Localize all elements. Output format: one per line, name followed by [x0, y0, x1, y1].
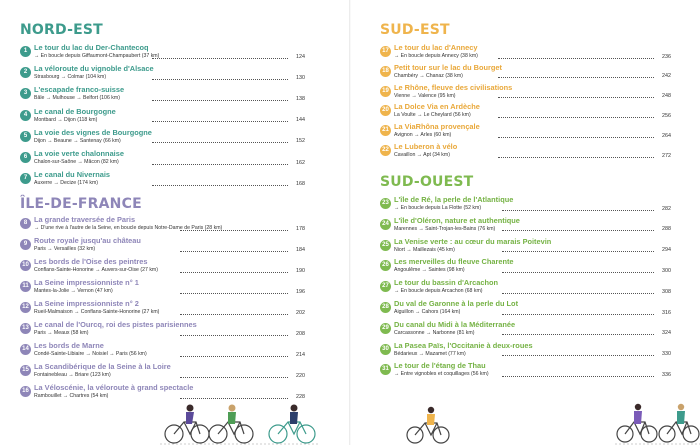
- route-title: Route royale jusqu'au château: [34, 236, 141, 245]
- bicycle-icon: [269, 422, 315, 443]
- route-number-badge: 21: [380, 125, 391, 136]
- cyclist-icon: [209, 422, 253, 443]
- page-number: 330: [662, 351, 671, 358]
- dot-leader: [502, 334, 654, 335]
- toc-entry[interactable]: [380, 341, 674, 361]
- route-number-badge: 27: [380, 281, 391, 292]
- dot-leader: [152, 164, 288, 165]
- route-title: L'escapade franco-suisse: [34, 85, 125, 95]
- toc-entry[interactable]: [20, 149, 308, 169]
- toc-entry[interactable]: [20, 64, 308, 84]
- route-description: Marennes → Saint-Trojan-les-Bains (76 km): [394, 225, 496, 232]
- route-description: Montbard → Dijon (118 km): [34, 116, 98, 123]
- route-description: Angoulême → Saintes (98 km): [394, 267, 465, 274]
- route-description: Dijon → Beaune → Santenay (66 km): [34, 137, 121, 144]
- toc-entry[interactable]: [20, 257, 308, 277]
- route-number-badge: 15: [20, 365, 31, 376]
- dot-leader: [152, 58, 288, 59]
- toc-entry[interactable]: [20, 341, 308, 361]
- toc-entry[interactable]: [380, 122, 674, 142]
- page-number: 228: [296, 393, 305, 400]
- cyclists-illustration-right: [615, 398, 700, 445]
- page-number: 282: [662, 205, 671, 212]
- route-number-badge: 31: [380, 364, 391, 375]
- page-number: 162: [296, 159, 305, 166]
- route-description: → En boucle depuis Annecy (38 km): [394, 53, 478, 59]
- cyclist-icon: [165, 422, 209, 443]
- route-description: Mantes-la-Jolie → Vernon (47 km): [34, 288, 113, 294]
- route-number-badge: 1: [20, 46, 31, 57]
- route-number-badge: 20: [380, 105, 391, 116]
- dot-leader: [180, 293, 288, 294]
- route-description: Chalon-sur-Saône → Mâcon (82 km): [34, 159, 119, 165]
- toc-entry[interactable]: [380, 257, 674, 277]
- toc-entry[interactable]: [380, 278, 674, 298]
- route-description: Cavaillon → Apt (34 km): [394, 152, 450, 158]
- route-title: Les merveilles du fleuve Charente: [394, 257, 514, 267]
- page-number: 294: [662, 247, 671, 254]
- page-number: 264: [662, 132, 671, 139]
- cyclist-icon: [659, 422, 699, 442]
- route-description: Bâle → Mulhouse → Belfort (106 km): [34, 95, 120, 102]
- route-title: Du val de Garonne à la perle du Lot: [394, 299, 519, 308]
- route-number-badge: 16: [20, 386, 31, 397]
- route-description: Auxerre → Decize (174 km): [34, 180, 98, 187]
- route-number-badge: 17: [380, 46, 391, 57]
- dot-leader: [180, 251, 288, 252]
- toc-entry[interactable]: [380, 320, 674, 340]
- page-number: 336: [662, 371, 671, 378]
- toc-entry[interactable]: [20, 107, 308, 127]
- route-number-badge: 29: [380, 323, 391, 334]
- route-title: Les bords de l'Oise des peintres: [34, 257, 148, 266]
- route-title: Le tour du lac du Der-Chantecoq: [34, 43, 149, 52]
- route-title: La Seine impressionniste n° 1: [34, 278, 139, 287]
- route-number-badge: 4: [20, 110, 31, 121]
- page-number: 130: [296, 74, 305, 81]
- route-title: La véloroute du vignoble d'Alsace: [34, 64, 154, 74]
- route-number-badge: 24: [380, 219, 391, 230]
- route-title: La voie verte chalonnaise: [34, 149, 124, 158]
- dot-leader: [502, 230, 654, 231]
- dot-leader: [180, 314, 288, 315]
- cyclist-illustration-center: [405, 405, 455, 445]
- route-title: L'île de Ré, la perle de l'Atlantique: [394, 195, 514, 204]
- route-description: Carcassonne → Narbonne (81 km): [394, 329, 475, 336]
- page-number: 152: [296, 138, 305, 145]
- section-title-sud-est: SUD-EST: [380, 22, 450, 38]
- route-number-badge: 6: [20, 152, 31, 163]
- page-number: 196: [296, 288, 305, 295]
- route-title: La Véloscénie, la véloroute à grand spectacle: [34, 383, 194, 392]
- route-title: Le Luberon à vélo: [394, 142, 458, 151]
- toc-entry[interactable]: [20, 320, 308, 340]
- route-number-badge: 18: [380, 66, 391, 77]
- route-description: Rambouillet → Chartres (54 km): [34, 393, 109, 399]
- right-page: [350, 0, 700, 445]
- toc-entry[interactable]: [380, 102, 674, 122]
- toc-entry[interactable]: [380, 361, 674, 381]
- route-number-badge: 28: [380, 302, 391, 313]
- page-number: 308: [662, 288, 671, 295]
- route-title: La Scandibérique de la Seine à la Loire: [34, 362, 171, 371]
- dot-leader: [152, 100, 288, 101]
- route-title: La Venise verte : au cœur du marais Poitevin: [394, 236, 552, 246]
- route-title: Le canal de Bourgogne: [34, 106, 116, 116]
- route-title: Le tour du bassin d'Arcachon: [394, 278, 499, 288]
- toc-entry[interactable]: [380, 83, 674, 103]
- dot-leader: [502, 293, 654, 294]
- route-number-badge: 14: [20, 344, 31, 355]
- dot-leader: [152, 185, 288, 186]
- toc-entry[interactable]: [20, 85, 308, 105]
- toc-entry[interactable]: [20, 43, 308, 63]
- dot-leader: [502, 314, 654, 315]
- toc-entry[interactable]: [380, 63, 674, 83]
- section-title-ile-de-france: ÎLE-DE-FRANCE: [20, 196, 142, 212]
- route-description: Chambéry → Chanaz (38 km): [394, 72, 463, 79]
- route-title: Le tour de l'étang de Thau: [394, 361, 486, 371]
- toc-entry[interactable]: [380, 299, 674, 319]
- route-number-badge: 9: [20, 239, 31, 250]
- bicycle-icon: [407, 423, 449, 443]
- route-description: Strasbourg → Colmar (104 km): [34, 74, 107, 81]
- route-title: La Pasea Païs, l'Occitanie à deux-roues: [394, 340, 533, 350]
- dot-leader: [498, 58, 654, 59]
- route-description: → Entre vignobles et coquillages (56 km): [394, 371, 489, 378]
- page-number: 300: [662, 267, 671, 274]
- route-number-badge: 3: [20, 88, 31, 99]
- page-number: 272: [662, 152, 671, 159]
- dot-leader: [180, 272, 288, 273]
- route-description: La Voulte → Le Cheylard (56 km): [394, 112, 471, 119]
- route-title: Le Rhône, fleuve des civilisations: [394, 82, 513, 92]
- toc-entry[interactable]: [380, 195, 674, 215]
- route-title: La Dolce Via en Ardèche: [394, 102, 480, 112]
- route-title: L'île d'Oléron, nature et authentique: [394, 215, 520, 225]
- route-number-badge: 7: [20, 173, 31, 184]
- route-title: La ViaRhôna provençale: [394, 122, 480, 132]
- page-number: 178: [296, 225, 305, 232]
- route-number-badge: 23: [380, 198, 391, 209]
- page-number: 236: [662, 53, 671, 60]
- route-description: Fontainebleau → Briare (123 km): [34, 372, 111, 378]
- route-number-badge: 10: [20, 260, 31, 271]
- route-description: → En boucle depuis Arcachon (68 km): [394, 288, 483, 295]
- page-number: 242: [662, 73, 671, 80]
- toc-entry[interactable]: [380, 216, 674, 236]
- route-description: Bédarieux → Mazamet (77 km): [394, 350, 466, 357]
- dot-leader: [152, 79, 288, 80]
- dot-leader: [502, 210, 654, 211]
- route-number-badge: 22: [380, 145, 391, 156]
- dot-leader: [498, 97, 654, 98]
- route-title: Le canal du Nivernais: [34, 170, 110, 180]
- toc-entry[interactable]: [20, 278, 308, 298]
- route-description: Aiguillon → Cahors (164 km): [394, 309, 461, 315]
- dot-leader: [498, 117, 654, 118]
- page-number: 256: [662, 112, 671, 119]
- dot-leader: [502, 251, 654, 252]
- route-title: La grande traversée de Paris: [34, 215, 136, 224]
- toc-entry[interactable]: [20, 236, 308, 256]
- section-title-nord-est: NORD-EST: [20, 22, 103, 38]
- route-title: Le tour du lac d'Annecy: [394, 43, 478, 52]
- route-description: Paris → Meaux (58 km): [34, 330, 89, 336]
- page-number: 190: [296, 267, 305, 274]
- dot-leader: [498, 77, 654, 78]
- route-number-badge: 2: [20, 67, 31, 78]
- route-description: Conflans-Sainte-Honorine → Auvers-sur-Oise (27 km): [34, 267, 158, 273]
- page-number: 184: [296, 246, 305, 253]
- route-description: → D'une rive à l'autre de la Seine, en boucle depuis Notre-Dame de Paris (28 km): [34, 225, 223, 231]
- page-number: 220: [296, 372, 305, 379]
- route-description: → En boucle depuis La Flotte (52 km): [394, 205, 482, 211]
- dot-leader: [502, 355, 654, 356]
- toc-entry[interactable]: [20, 299, 308, 319]
- route-number-badge: 12: [20, 302, 31, 313]
- route-title: La voie des vignes de Bourgogne: [34, 127, 152, 137]
- route-description: Avignon → Arles (60 km): [394, 132, 452, 139]
- page-number: 288: [662, 226, 671, 233]
- page-number: 248: [662, 93, 671, 100]
- route-description: Rueil-Malmaison → Conflans-Sainte-Honorine (27 km): [34, 309, 160, 315]
- route-number-badge: 11: [20, 281, 31, 292]
- dot-leader: [180, 398, 288, 399]
- page-number: 168: [296, 180, 305, 187]
- route-description: Paris → Versailles (32 km): [34, 246, 96, 252]
- route-description: Vienne → Valence (95 km): [394, 92, 456, 99]
- dot-leader: [152, 142, 288, 143]
- page-number: 202: [296, 309, 305, 316]
- route-number-badge: 13: [20, 323, 31, 334]
- route-title: Les bords de Marne: [34, 341, 104, 350]
- route-number-badge: 19: [380, 86, 391, 97]
- dot-leader: [498, 137, 654, 138]
- page-number: 138: [296, 95, 305, 102]
- dot-leader: [180, 230, 288, 231]
- route-number-badge: 25: [380, 240, 391, 251]
- cyclists-illustration-left: [160, 400, 320, 445]
- dot-leader: [502, 376, 654, 377]
- route-title: Le canal de l'Ourcq, roi des pistes parisiennes: [34, 320, 197, 329]
- page-number: 316: [662, 309, 671, 316]
- section-title-sud-ouest: SUD-OUEST: [380, 174, 474, 190]
- route-number-badge: 30: [380, 344, 391, 355]
- route-number-badge: 8: [20, 218, 31, 229]
- toc-entry[interactable]: [380, 43, 674, 63]
- page-number: 144: [296, 117, 305, 124]
- route-description: Condé-Sainte-Libiaire → Noisiel → Paris (56 km): [34, 351, 147, 357]
- page-number: 324: [662, 330, 671, 337]
- route-title: Du canal du Midi à la Méditerranée: [394, 319, 516, 329]
- route-number-badge: 26: [380, 260, 391, 271]
- route-description: → En boucle depuis Giffaumont-Champaubert (37 km): [34, 53, 160, 59]
- dot-leader: [180, 356, 288, 357]
- route-title: La Seine impressionniste n° 2: [34, 299, 139, 308]
- toc-entry[interactable]: [380, 237, 674, 257]
- route-title: Petit tour sur le lac du Bourget: [394, 62, 502, 72]
- page-number: 124: [296, 53, 305, 60]
- dot-leader: [180, 377, 288, 378]
- toc-entry[interactable]: [20, 128, 308, 148]
- route-number-badge: 5: [20, 131, 31, 142]
- toc-entry[interactable]: [380, 142, 674, 162]
- dot-leader: [152, 121, 288, 122]
- dot-leader: [502, 272, 654, 273]
- cyclist-icon: [617, 422, 657, 442]
- page-number: 214: [296, 351, 305, 358]
- toc-entry[interactable]: [20, 215, 308, 235]
- toc-entry[interactable]: [20, 362, 308, 382]
- toc-entry[interactable]: [20, 170, 308, 190]
- dot-leader: [498, 157, 654, 158]
- dot-leader: [180, 335, 288, 336]
- route-description: Niort → Maillezais (45 km): [394, 246, 455, 253]
- page-number: 208: [296, 330, 305, 337]
